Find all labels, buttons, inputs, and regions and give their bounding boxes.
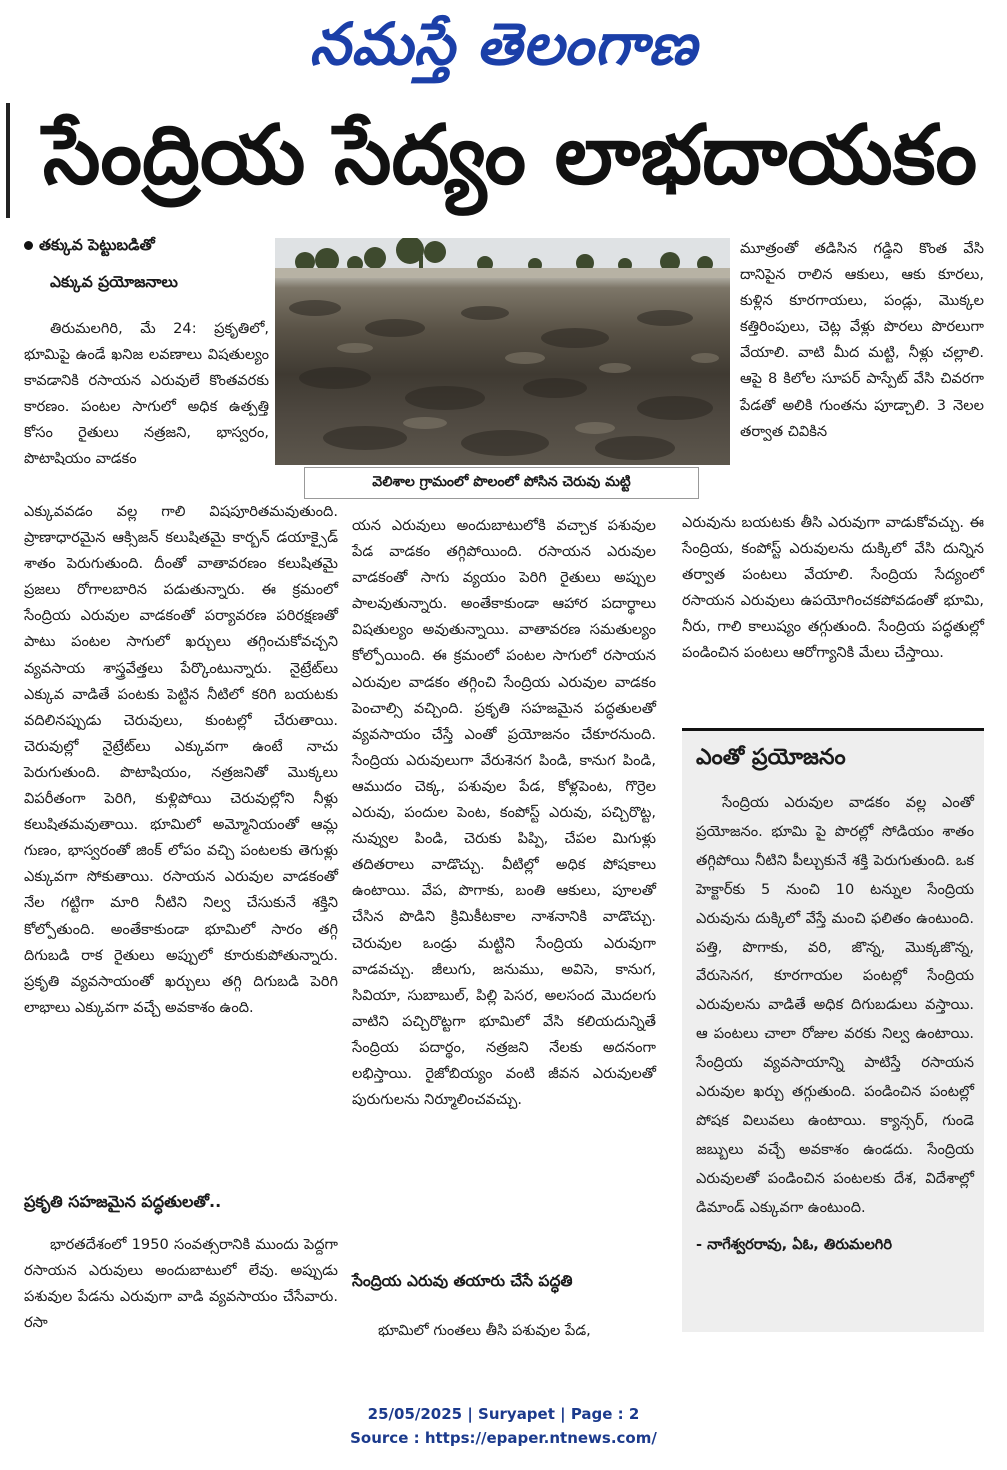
subheading-natural-methods (24, 1192, 334, 1215)
masthead-title: నమస్తే తెలంగాణ (309, 10, 698, 78)
bullet-icon (24, 241, 33, 250)
field-photo (275, 238, 730, 465)
headline-text: సేంద్రియ సేద్యం లాభదాయకం (42, 108, 978, 203)
article-column-3-top (740, 236, 984, 445)
headline-rule (6, 103, 10, 218)
photo-caption-text: వెలిశాల గ్రామంలో పొలంలో పోసిన చెరువు మట్టి (372, 473, 631, 490)
article-paragraph: మూత్రంతో తడిసిన గడ్డిని కొంత వేసి దానిపైన రాలిన ఆకులు, ఆకు కూరలు, కుళ్లిన కూరగాయలు, పండ్లు, మొక్కల కత్తిరింపులు, చెట్ల వేళ్లు పొరలు పొరలుగా వేయాలి. వాటి మీద మట్టి, నీళ్లు చల్లాలి. ఆపై 8 కిలోల సూపర్ పాస్పేట్ వేసి చివరగా పేడతో అలికి గుంతను పూడ్చాలి. 3 నెలల తర్వాత చివికిన (740, 240, 984, 440)
field-photo-image (275, 238, 730, 465)
article-paragraph: ఎరువును బయటకు తీసి ఎరువుగా వాడుకోవచ్చు. ఈ సేంద్రియ, కంపోస్ట్ ఎరువులను దుక్కిలో వేసి దున్నిన తర్వాత పంటలు వేయాలి. సేంద్రియ సేద్యంలో రసాయన ఎరువులు ఉపయోగించకపోవడంతో భూమి, నీరు, గాలి కాలుష్యం తగ్గుతుంది. సేంద్రియ పద్ధతుల్లో పండించిన పంటలు ఆరోగ్యానికి మేలు చేస్తాయి. (682, 514, 984, 662)
highlight-line-2: ఎక్కువ ప్రయోజనాలు (50, 273, 178, 291)
subheading-manure-preparation (352, 1272, 662, 1294)
article-column-3 (682, 510, 984, 667)
footer (0, 1402, 1007, 1450)
subheading-text: ప్రకృతి సహజమైన పద్ధతులతో.. (24, 1192, 222, 1211)
article-column-2 (352, 513, 656, 1113)
sidebar-paragraph: సేంద్రియ ఎరువుల వాడకం వల్ల ఎంతో ప్రయోజనం. భూమి పై పొరల్లో సోడియం శాతం తగ్గిపోయి నీటిని పీల్చుకునే శక్తి పెరుగుతుంది. ఒక హెక్టార్‌కు 5 నుంచి 10 టన్నుల సేంద్రియ ఎరువును దుక్కిలో వేస్తే మంచి ఫలితం ఉంటుంది. పత్తి, పొగాకు, వరి, జొన్న, మొక్కజొన్న, వేరుసెనగ, కూరగాయల పంటల్లో సేంద్రియ ఎరువులను వాడితే అధిక దిగుబడులు వస్తాయి. ఆ పంటలు చాలా రోజుల వరకు నిల్వ ఉంటాయి. సేంద్రియ వ్యవసాయాన్ని పాటిస్తే రసాయన ఎరువుల ఖర్చు తగ్గుతుంది. పండించిన పంటల్లో పోషక విలువలు ఉంటాయి. క్యాన్సర్, గుండె జబ్బులు వచ్చే అవకాశం ఉండదు. సేంద్రియ ఎరువులతో పండించిన పంటలకు దేశ, విదేశాల్లో డిమాండ్ ఎక్కువగా ఉంటుంది. (696, 794, 974, 1216)
footer-date-line: 25/05/2025 | Suryapet | Page : 2 (367, 1405, 640, 1423)
footer-source-line: Source : https://epaper.ntnews.com/ (350, 1429, 657, 1447)
article-paragraph: తిరుమలగిరి, మే 24: ప్రకృతిలో, భూమిపై ఉండే ఖనిజ లవణాలు విషతుల్యం కావడానికి రసాయన ఎరువులే కొంతవరకు కారణం. పంటల సాగులో అధిక ఉత్పత్తి కోసం రైతులు నత్రజని, భాస్వరం, పొటాషియం వాడకం (24, 320, 269, 468)
sidebar-box-body (696, 789, 974, 1260)
article-paragraph: యన ఎరువులు అందుబాటులోకి వచ్చాక పశువుల పేడ వాడకం తగ్గిపోయింది. రసాయన ఎరువుల వాడకంతో సాగు వ్యయం పెరిగి రైతులు అప్పుల పాలవుతున్నారు. అంతేకాకుండా ఆహార పదార్థాలు విషతుల్యం అవుతున్నాయి. వాతావరణ సమతుల్యం కోల్పోయింది. ఈ క్రమంలో పంటల సాగులో రసాయన ఎరువుల వాడకం తగ్గించి సేంద్రియ ఎరువుల వాడకం పెంచాల్సి వచ్చింది. ప్రకృతి సహజమైన పద్ధతులతో వ్యవసాయం చేస్తే ఎంతో ప్రయోజనం చేకూరనుంది. సేంద్రియ ఎరువులుగా వేరుశెనగ పిండి, కానుగ పిండి, ఆముదం చెక్క, పశువుల పేడ, కోళ్లపెంట, గొర్రెల ఎరువు, పందుల పెంట, కంపోస్ట్ ఎరువు, పచ్చిరొట్ట, నువ్వుల పిండి, చెరుకు పిప్పి, చేపల మిగుళ్లు తదితరాలు వాడొచ్చు. వీటిల్లో అధిక పోషకాలు ఉంటాయి. వేప, పొగాకు, బంతి ఆకులు, పూలతో చేసిన పొడిని క్రిమికీటకాల నాశనానికి వాడొచ్చు. చెరువుల ఒండ్రు మట్టిని సేంద్రియ ఎరువుగా వాడవచ్చు. జీలుగు, జనుము, అవిసె, కానుగ, సివియా, సుబాబుల్, పిల్లి పెసర, అలసంద మొదలగు వాటిని పచ్చిరొట్టగా భూమిలో వేసి కలియదున్నితే సేంద్రియ పదార్థం, నత్రజని నేలకు అదనంగా లభిస్తాయి. రైజోబియ్యం వంటి జీవన ఎరువులతో పురుగులను నిర్మూలించవచ్చు. (352, 517, 656, 1109)
sidebar-box-title: ఎంతో ప్రయోజనం (696, 745, 846, 770)
article-paragraph: భూమిలో గుంతలు తీసి పశువుల పేడ, (378, 1322, 591, 1339)
photo-caption (304, 467, 699, 499)
article-column-1 (24, 499, 338, 1021)
headline (20, 96, 1000, 216)
subheading-text: సేంద్రియ ఎరువు తయారు చేసే పద్ధతి (352, 1272, 573, 1290)
masthead-logo (0, 0, 1007, 88)
highlight-line-1: తక్కువ పెట్టుబడితో (39, 236, 155, 254)
article-column-1-bottom (24, 1232, 338, 1336)
article-paragraph: ఎక్కువవడం వల్ల గాలి విషపూరితమవుతుంది. ప్రాణాధారమైన ఆక్సిజన్ కలుషితమై కార్బన్ డయాక్సైడ్ శాతం పెరుగుతుంది. దీంతో వాతావరణం కలుషితమై ప్రజలు రోగాలబారిన పడుతున్నారు. ఈ క్రమంలో సేంద్రియ ఎరువుల వాడకంతో పర్యావరణ పరిరక్షణతో పాటు పంటల సాగులో ఖర్చులు తగ్గించుకోవచ్చని వ్యవసాయ శాస్త్రవేత్తలు పేర్కొంటున్నారు. నైట్రేట్‌లు ఎక్కువ వాడితే పంటకు పెట్టిన నీటిలో కరిగి బయటకు వదిలినప్పుడు చెరువులు, కుంటల్లో చేరుతాయి. చెరువుల్లో నైట్రేట్‌లు ఎక్కువగా ఉంటే నాచు పెరుగుతుంది. పొటాషియం, నత్రజనితో మొక్కలు విపరీతంగా పెరిగి, కుళ్లిపోయి చెరువుల్లోని నీళ్లు కలుషితమవుతాయి. భూమిలో అమ్మోనియంతో ఆమ్ల గుణం, భాస్వరంతో జింక్ లోపం వచ్చి పంటలకు తెగుళ్లు ఎక్కువగా సోకుతాయి. రసాయన ఎరువుల వాడకంతో నేల గట్టిగా మారి నీటిని నిల్వ చేసుకునే శక్తిని కోల్పోతుంది. అంతేకాకుండా భూమిలో సారం తగ్గి దిగుబడి రాక రైతులు అప్పులో కూరుకుపోతున్నారు. ప్రకృతి వ్యవసాయంతో ఖర్చులు తగ్గి దిగుబడి పెరిగి లాభాలు ఎక్కువగా వచ్చే అవకాశం ఉంది. (24, 503, 338, 1016)
article-column-2-bottom (352, 1318, 656, 1344)
sidebar-signature: - నాగేశ్వరరావు, ఏఓ, తిరుమలగిరి (696, 1235, 892, 1253)
sidebar-box (682, 728, 984, 1332)
article-paragraph: భారతదేశంలో 1950 సంవత్సరానికి ముందు పెద్దగా రసాయన ఎరువులు అందుబాటులో లేవు. అప్పుడు పశువుల పేడను ఎరువుగా వాడి వ్యవసాయం చేసేవారు. రసా (24, 1236, 338, 1332)
article-column-1-top (24, 316, 269, 473)
